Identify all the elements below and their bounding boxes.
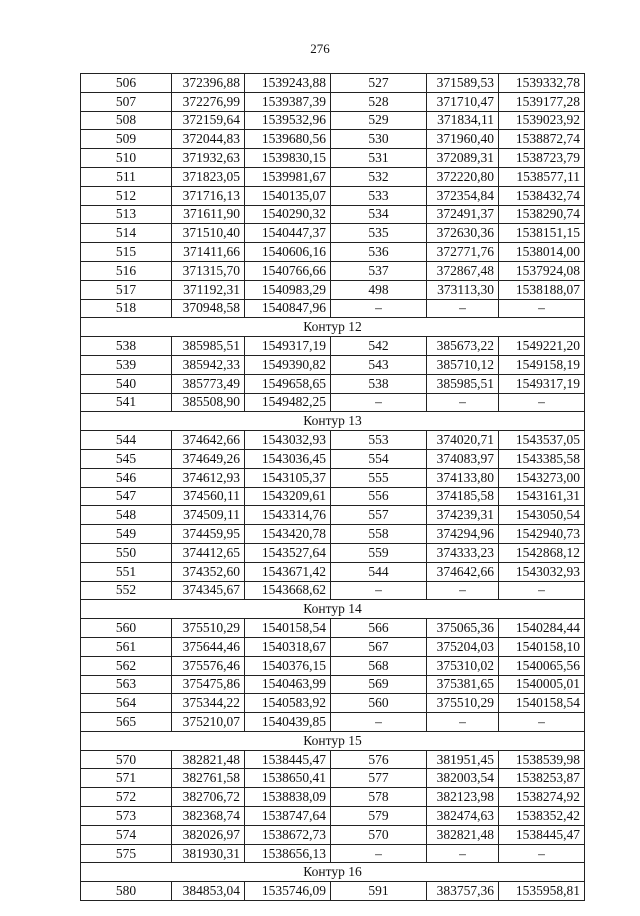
table-row xyxy=(81,713,585,732)
y-coordinate-cell: 1538672,73 xyxy=(245,825,331,844)
y-coordinate-cell: 1543105,37 xyxy=(245,468,331,487)
point-number-cell: – xyxy=(331,393,427,412)
point-number-cell: 507 xyxy=(81,92,172,111)
y-coordinate-cell: 1543050,54 xyxy=(499,506,585,525)
x-coordinate-cell: 374294,96 xyxy=(427,525,499,544)
y-coordinate-cell: 1539680,56 xyxy=(245,130,331,149)
point-number-cell: 572 xyxy=(81,788,172,807)
y-coordinate-cell: 1543314,76 xyxy=(245,506,331,525)
y-coordinate-cell: 1540847,96 xyxy=(245,299,331,318)
y-coordinate-cell: – xyxy=(499,713,585,732)
table-row xyxy=(81,525,585,544)
x-coordinate-cell: 382368,74 xyxy=(172,807,245,826)
table-row xyxy=(81,750,585,769)
point-number-cell: 509 xyxy=(81,130,172,149)
point-number-cell: 561 xyxy=(81,637,172,656)
point-number-cell: 578 xyxy=(331,788,427,807)
x-coordinate-cell: 373113,30 xyxy=(427,280,499,299)
y-coordinate-cell: 1543032,93 xyxy=(499,562,585,581)
x-coordinate-cell: 371589,53 xyxy=(427,74,499,93)
x-coordinate-cell: 374649,26 xyxy=(172,449,245,468)
point-number-cell: 516 xyxy=(81,261,172,280)
x-coordinate-cell: 383757,36 xyxy=(427,882,499,901)
point-number-cell: – xyxy=(331,844,427,863)
y-coordinate-cell: 1540158,54 xyxy=(499,694,585,713)
contour-header-row xyxy=(81,600,585,619)
point-number-cell: 533 xyxy=(331,186,427,205)
point-number-cell: 517 xyxy=(81,280,172,299)
y-coordinate-cell: 1538539,98 xyxy=(499,750,585,769)
x-coordinate-cell: 382821,48 xyxy=(427,825,499,844)
x-coordinate-cell: 374083,97 xyxy=(427,449,499,468)
x-coordinate-cell: 374345,67 xyxy=(172,581,245,600)
x-coordinate-cell: 371411,66 xyxy=(172,243,245,262)
point-number-cell: 535 xyxy=(331,224,427,243)
y-coordinate-cell: 1539532,96 xyxy=(245,111,331,130)
x-coordinate-cell: – xyxy=(427,299,499,318)
x-coordinate-cell: 374352,60 xyxy=(172,562,245,581)
x-coordinate-cell: 385773,49 xyxy=(172,374,245,393)
table-row xyxy=(81,149,585,168)
point-number-cell: 558 xyxy=(331,525,427,544)
x-coordinate-cell: 382821,48 xyxy=(172,750,245,769)
point-number-cell: – xyxy=(331,299,427,318)
x-coordinate-cell: 374642,66 xyxy=(427,562,499,581)
point-number-cell: 580 xyxy=(81,882,172,901)
point-number-cell: 528 xyxy=(331,92,427,111)
y-coordinate-cell: 1538650,41 xyxy=(245,769,331,788)
table-row xyxy=(81,694,585,713)
y-coordinate-cell: 1538747,64 xyxy=(245,807,331,826)
y-coordinate-cell: 1540135,07 xyxy=(245,186,331,205)
x-coordinate-cell: 371960,40 xyxy=(427,130,499,149)
x-coordinate-cell: 374560,11 xyxy=(172,487,245,506)
point-number-cell: 553 xyxy=(331,431,427,450)
y-coordinate-cell: 1543527,64 xyxy=(245,543,331,562)
x-coordinate-cell: 371823,05 xyxy=(172,167,245,186)
contour-header-row xyxy=(81,412,585,431)
y-coordinate-cell: 1538656,13 xyxy=(245,844,331,863)
x-coordinate-cell: 372276,99 xyxy=(172,92,245,111)
y-coordinate-cell: 1538290,74 xyxy=(499,205,585,224)
x-coordinate-cell: 372354,84 xyxy=(427,186,499,205)
y-coordinate-cell: 1539332,78 xyxy=(499,74,585,93)
point-number-cell: 527 xyxy=(331,74,427,93)
table-row xyxy=(81,261,585,280)
x-coordinate-cell: 381951,45 xyxy=(427,750,499,769)
point-number-cell: 508 xyxy=(81,111,172,130)
y-coordinate-cell: 1539387,39 xyxy=(245,92,331,111)
y-coordinate-cell: 1538445,47 xyxy=(499,825,585,844)
y-coordinate-cell: 1540005,01 xyxy=(499,675,585,694)
y-coordinate-cell: 1538723,79 xyxy=(499,149,585,168)
point-number-cell: 538 xyxy=(331,374,427,393)
point-number-cell: 514 xyxy=(81,224,172,243)
y-coordinate-cell: 1538838,09 xyxy=(245,788,331,807)
point-number-cell: 574 xyxy=(81,825,172,844)
contour-header-row xyxy=(81,318,585,337)
x-coordinate-cell: 382003,54 xyxy=(427,769,499,788)
y-coordinate-cell: 1538253,87 xyxy=(499,769,585,788)
table-row xyxy=(81,355,585,374)
x-coordinate-cell: 375576,46 xyxy=(172,656,245,675)
point-number-cell: 573 xyxy=(81,807,172,826)
point-number-cell: 536 xyxy=(331,243,427,262)
x-coordinate-cell: 375344,22 xyxy=(172,694,245,713)
coordinates-table xyxy=(80,73,585,901)
x-coordinate-cell: 372396,88 xyxy=(172,74,245,93)
table-row xyxy=(81,619,585,638)
x-coordinate-cell: 371611,90 xyxy=(172,205,245,224)
table-row xyxy=(81,825,585,844)
x-coordinate-cell: 374333,23 xyxy=(427,543,499,562)
table-row xyxy=(81,506,585,525)
point-number-cell: 530 xyxy=(331,130,427,149)
point-number-cell: 564 xyxy=(81,694,172,713)
point-number-cell: 546 xyxy=(81,468,172,487)
y-coordinate-cell: 1540439,85 xyxy=(245,713,331,732)
x-coordinate-cell: – xyxy=(427,844,499,863)
contour-header-row xyxy=(81,863,585,882)
y-coordinate-cell: 1540065,56 xyxy=(499,656,585,675)
point-number-cell: 559 xyxy=(331,543,427,562)
table-row xyxy=(81,167,585,186)
x-coordinate-cell: 375644,46 xyxy=(172,637,245,656)
point-number-cell: 570 xyxy=(81,750,172,769)
point-number-cell: 544 xyxy=(81,431,172,450)
y-coordinate-cell: 1549482,25 xyxy=(245,393,331,412)
point-number-cell: 567 xyxy=(331,637,427,656)
x-coordinate-cell: 375204,03 xyxy=(427,637,499,656)
y-coordinate-cell: 1543671,42 xyxy=(245,562,331,581)
y-coordinate-cell: 1540318,67 xyxy=(245,637,331,656)
x-coordinate-cell: 374020,71 xyxy=(427,431,499,450)
x-coordinate-cell: – xyxy=(427,713,499,732)
table-row xyxy=(81,393,585,412)
point-number-cell: 513 xyxy=(81,205,172,224)
point-number-cell: 549 xyxy=(81,525,172,544)
point-number-cell: 556 xyxy=(331,487,427,506)
x-coordinate-cell: 371710,47 xyxy=(427,92,499,111)
y-coordinate-cell: 1542868,12 xyxy=(499,543,585,562)
contour-title: Контур 16 xyxy=(81,863,585,882)
table-row xyxy=(81,74,585,93)
y-coordinate-cell: 1540158,10 xyxy=(499,637,585,656)
point-number-cell: 576 xyxy=(331,750,427,769)
y-coordinate-cell: 1538352,42 xyxy=(499,807,585,826)
x-coordinate-cell: 374612,93 xyxy=(172,468,245,487)
y-coordinate-cell: 1543668,62 xyxy=(245,581,331,600)
point-number-cell: 540 xyxy=(81,374,172,393)
x-coordinate-cell: 371932,63 xyxy=(172,149,245,168)
y-coordinate-cell: 1549658,65 xyxy=(245,374,331,393)
x-coordinate-cell: 375510,29 xyxy=(172,619,245,638)
table-row xyxy=(81,374,585,393)
x-coordinate-cell: 371716,13 xyxy=(172,186,245,205)
y-coordinate-cell: 1537924,08 xyxy=(499,261,585,280)
x-coordinate-cell: 372491,37 xyxy=(427,205,499,224)
point-number-cell: 565 xyxy=(81,713,172,732)
x-coordinate-cell: 385508,90 xyxy=(172,393,245,412)
point-number-cell: – xyxy=(331,581,427,600)
table-row xyxy=(81,130,585,149)
x-coordinate-cell: – xyxy=(427,581,499,600)
x-coordinate-cell: 374133,80 xyxy=(427,468,499,487)
table-row xyxy=(81,449,585,468)
table-row xyxy=(81,487,585,506)
x-coordinate-cell: 372220,80 xyxy=(427,167,499,186)
y-coordinate-cell: 1543036,45 xyxy=(245,449,331,468)
x-coordinate-cell: 372771,76 xyxy=(427,243,499,262)
y-coordinate-cell: 1539023,92 xyxy=(499,111,585,130)
x-coordinate-cell: 375210,07 xyxy=(172,713,245,732)
point-number-cell: 529 xyxy=(331,111,427,130)
x-coordinate-cell: 371315,70 xyxy=(172,261,245,280)
x-coordinate-cell: 385710,12 xyxy=(427,355,499,374)
table-row xyxy=(81,92,585,111)
table-row xyxy=(81,562,585,581)
point-number-cell: 534 xyxy=(331,205,427,224)
point-number-cell: 510 xyxy=(81,149,172,168)
table-row xyxy=(81,205,585,224)
point-number-cell: 537 xyxy=(331,261,427,280)
y-coordinate-cell: 1538151,15 xyxy=(499,224,585,243)
point-number-cell: 560 xyxy=(81,619,172,638)
x-coordinate-cell: 382706,72 xyxy=(172,788,245,807)
y-coordinate-cell: 1538872,74 xyxy=(499,130,585,149)
y-coordinate-cell: 1539981,67 xyxy=(245,167,331,186)
point-number-cell: 566 xyxy=(331,619,427,638)
y-coordinate-cell: 1549158,19 xyxy=(499,355,585,374)
y-coordinate-cell: 1549317,19 xyxy=(499,374,585,393)
contour-header-row xyxy=(81,731,585,750)
table-row xyxy=(81,186,585,205)
y-coordinate-cell: 1543209,61 xyxy=(245,487,331,506)
point-number-cell: 498 xyxy=(331,280,427,299)
point-number-cell: 570 xyxy=(331,825,427,844)
contour-title: Контур 13 xyxy=(81,412,585,431)
x-coordinate-cell: 385673,22 xyxy=(427,337,499,356)
x-coordinate-cell: 384853,04 xyxy=(172,882,245,901)
contour-title: Контур 15 xyxy=(81,731,585,750)
point-number-cell: 538 xyxy=(81,337,172,356)
y-coordinate-cell: 1538577,11 xyxy=(499,167,585,186)
y-coordinate-cell: 1549221,20 xyxy=(499,337,585,356)
table-row xyxy=(81,468,585,487)
y-coordinate-cell: 1543032,93 xyxy=(245,431,331,450)
point-number-cell: 563 xyxy=(81,675,172,694)
y-coordinate-cell: 1540583,92 xyxy=(245,694,331,713)
point-number-cell: 512 xyxy=(81,186,172,205)
y-coordinate-cell: 1543273,00 xyxy=(499,468,585,487)
point-number-cell: 555 xyxy=(331,468,427,487)
y-coordinate-cell: 1540158,54 xyxy=(245,619,331,638)
y-coordinate-cell: 1549317,19 xyxy=(245,337,331,356)
x-coordinate-cell: 385985,51 xyxy=(172,337,245,356)
y-coordinate-cell: 1540983,29 xyxy=(245,280,331,299)
x-coordinate-cell: 374185,58 xyxy=(427,487,499,506)
x-coordinate-cell: 385942,33 xyxy=(172,355,245,374)
y-coordinate-cell: 1540606,16 xyxy=(245,243,331,262)
point-number-cell: 544 xyxy=(331,562,427,581)
point-number-cell: 539 xyxy=(81,355,172,374)
table-row xyxy=(81,675,585,694)
x-coordinate-cell: 374642,66 xyxy=(172,431,245,450)
x-coordinate-cell: 375475,86 xyxy=(172,675,245,694)
y-coordinate-cell: 1543385,58 xyxy=(499,449,585,468)
point-number-cell: – xyxy=(331,713,427,732)
point-number-cell: 550 xyxy=(81,543,172,562)
x-coordinate-cell: 372630,36 xyxy=(427,224,499,243)
x-coordinate-cell: 370948,58 xyxy=(172,299,245,318)
point-number-cell: 560 xyxy=(331,694,427,713)
y-coordinate-cell: 1549390,82 xyxy=(245,355,331,374)
table-row xyxy=(81,882,585,901)
y-coordinate-cell: 1538014,00 xyxy=(499,243,585,262)
x-coordinate-cell: 382474,63 xyxy=(427,807,499,826)
x-coordinate-cell: 371510,40 xyxy=(172,224,245,243)
point-number-cell: 518 xyxy=(81,299,172,318)
y-coordinate-cell: 1540284,44 xyxy=(499,619,585,638)
x-coordinate-cell: 381930,31 xyxy=(172,844,245,863)
x-coordinate-cell: 382123,98 xyxy=(427,788,499,807)
x-coordinate-cell: 382761,58 xyxy=(172,769,245,788)
point-number-cell: 568 xyxy=(331,656,427,675)
y-coordinate-cell: 1538188,07 xyxy=(499,280,585,299)
point-number-cell: 542 xyxy=(331,337,427,356)
point-number-cell: 543 xyxy=(331,355,427,374)
y-coordinate-cell: 1538432,74 xyxy=(499,186,585,205)
point-number-cell: 552 xyxy=(81,581,172,600)
x-coordinate-cell: 372867,48 xyxy=(427,261,499,280)
y-coordinate-cell: 1540463,99 xyxy=(245,675,331,694)
x-coordinate-cell: 374509,11 xyxy=(172,506,245,525)
point-number-cell: 562 xyxy=(81,656,172,675)
y-coordinate-cell: 1540290,32 xyxy=(245,205,331,224)
point-number-cell: 541 xyxy=(81,393,172,412)
table-row xyxy=(81,844,585,863)
table-row xyxy=(81,224,585,243)
table-row xyxy=(81,769,585,788)
point-number-cell: 547 xyxy=(81,487,172,506)
x-coordinate-cell: – xyxy=(427,393,499,412)
table-row xyxy=(81,581,585,600)
table-row xyxy=(81,243,585,262)
point-number-cell: 515 xyxy=(81,243,172,262)
y-coordinate-cell: – xyxy=(499,393,585,412)
y-coordinate-cell: 1538274,92 xyxy=(499,788,585,807)
y-coordinate-cell: 1535746,09 xyxy=(245,882,331,901)
point-number-cell: 557 xyxy=(331,506,427,525)
y-coordinate-cell: – xyxy=(499,299,585,318)
point-number-cell: 532 xyxy=(331,167,427,186)
table-row xyxy=(81,299,585,318)
y-coordinate-cell: 1542940,73 xyxy=(499,525,585,544)
page-number: 276 xyxy=(310,41,330,56)
x-coordinate-cell: 371192,31 xyxy=(172,280,245,299)
point-number-cell: 511 xyxy=(81,167,172,186)
point-number-cell: 545 xyxy=(81,449,172,468)
y-coordinate-cell: 1540447,37 xyxy=(245,224,331,243)
y-coordinate-cell: 1535958,81 xyxy=(499,882,585,901)
x-coordinate-cell: 374459,95 xyxy=(172,525,245,544)
y-coordinate-cell: – xyxy=(499,581,585,600)
point-number-cell: 591 xyxy=(331,882,427,901)
table-row xyxy=(81,111,585,130)
table-row xyxy=(81,280,585,299)
table-row xyxy=(81,543,585,562)
table-row xyxy=(81,656,585,675)
x-coordinate-cell: 375381,65 xyxy=(427,675,499,694)
x-coordinate-cell: 371834,11 xyxy=(427,111,499,130)
y-coordinate-cell: 1539177,28 xyxy=(499,92,585,111)
x-coordinate-cell: 375065,36 xyxy=(427,619,499,638)
x-coordinate-cell: 375510,29 xyxy=(427,694,499,713)
point-number-cell: 577 xyxy=(331,769,427,788)
x-coordinate-cell: 374412,65 xyxy=(172,543,245,562)
y-coordinate-cell: 1540766,66 xyxy=(245,261,331,280)
x-coordinate-cell: 375310,02 xyxy=(427,656,499,675)
point-number-cell: 554 xyxy=(331,449,427,468)
point-number-cell: 551 xyxy=(81,562,172,581)
point-number-cell: 548 xyxy=(81,506,172,525)
y-coordinate-cell: 1543161,31 xyxy=(499,487,585,506)
point-number-cell: 506 xyxy=(81,74,172,93)
y-coordinate-cell: 1543420,78 xyxy=(245,525,331,544)
table-row xyxy=(81,637,585,656)
point-number-cell: 531 xyxy=(331,149,427,168)
point-number-cell: 569 xyxy=(331,675,427,694)
x-coordinate-cell: 372159,64 xyxy=(172,111,245,130)
y-coordinate-cell: – xyxy=(499,844,585,863)
table-row xyxy=(81,807,585,826)
table-row xyxy=(81,788,585,807)
x-coordinate-cell: 385985,51 xyxy=(427,374,499,393)
point-number-cell: 575 xyxy=(81,844,172,863)
y-coordinate-cell: 1539243,88 xyxy=(245,74,331,93)
y-coordinate-cell: 1538445,47 xyxy=(245,750,331,769)
x-coordinate-cell: 372044,83 xyxy=(172,130,245,149)
contour-title: Контур 14 xyxy=(81,600,585,619)
contour-title: Контур 12 xyxy=(81,318,585,337)
point-number-cell: 571 xyxy=(81,769,172,788)
y-coordinate-cell: 1543537,05 xyxy=(499,431,585,450)
x-coordinate-cell: 374239,31 xyxy=(427,506,499,525)
y-coordinate-cell: 1540376,15 xyxy=(245,656,331,675)
y-coordinate-cell: 1539830,15 xyxy=(245,149,331,168)
x-coordinate-cell: 372089,31 xyxy=(427,149,499,168)
table-row xyxy=(81,431,585,450)
table-row xyxy=(81,337,585,356)
x-coordinate-cell: 382026,97 xyxy=(172,825,245,844)
point-number-cell: 579 xyxy=(331,807,427,826)
